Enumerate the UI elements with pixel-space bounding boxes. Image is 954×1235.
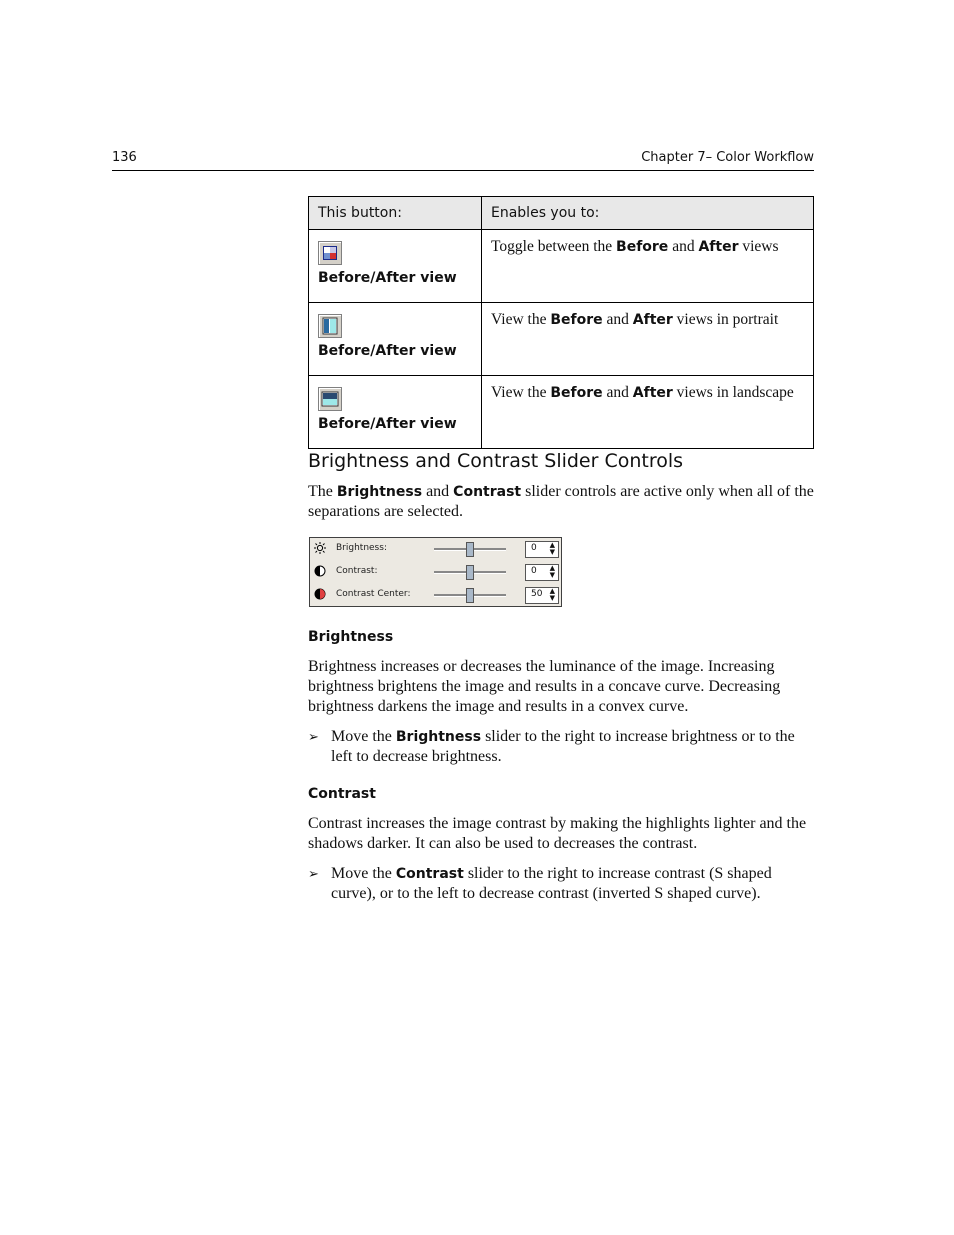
brightness-row (310, 538, 561, 560)
brightness-heading: Brightness (308, 629, 394, 645)
half-circle-red-icon (314, 588, 326, 600)
row-description: View the Before and After views in landscape (482, 376, 814, 449)
table-row (309, 230, 814, 303)
bullet-arrow-icon: ➢ (308, 866, 319, 881)
spin-arrows-icon[interactable]: ▲ ▼ (549, 541, 555, 556)
spin-arrows-icon[interactable]: ▲ ▼ (549, 564, 555, 579)
col-header-enables: Enables you to: (482, 197, 814, 230)
contrast-center-label: Contrast Center: (336, 589, 411, 599)
table-header-row (309, 197, 814, 230)
bullet-arrow-icon: ➢ (308, 729, 319, 744)
contrast-paragraph: Contrast increases the image contrast by making the highlights lighter and the shadows darker. It can also be used to decreases the contrast. (308, 815, 807, 852)
contrast-bullet: ➢ Move the Contrast slider to the right to increase contrast (S shaped curve), or to the left to decrease contrast (inverted S shaped curve). (308, 865, 772, 902)
brightness-spinbox[interactable]: 0 ▲ ▼ (525, 541, 559, 558)
contrast-center-row (310, 584, 561, 606)
table-row (309, 376, 814, 449)
spin-arrows-icon[interactable]: ▲ ▼ (549, 587, 555, 602)
contrast-heading: Contrast (308, 786, 376, 802)
page-number: 136 (112, 150, 137, 165)
button-label: Before/After view (318, 343, 457, 359)
before-after-landscape-icon (318, 387, 342, 411)
chapter-title: Chapter 7– Color Workflow (641, 150, 814, 165)
contrast-center-spinbox[interactable]: 50 ▲ ▼ (525, 587, 559, 604)
half-circle-icon (314, 565, 326, 577)
contrast-center-slider-thumb[interactable] (466, 588, 474, 603)
contrast-row (310, 561, 561, 583)
before-after-portrait-icon (318, 314, 342, 338)
row-description: View the Before and After views in portrait (482, 303, 814, 376)
contrast-spinbox[interactable]: 0 ▲ ▼ (525, 564, 559, 581)
brightness-bullet: ➢ Move the Brightness slider to the right to increase brightness or to the left to decrease brightness. (308, 728, 795, 765)
contrast-slider-thumb[interactable] (466, 565, 474, 580)
row-description: Toggle between the Before and After views (482, 230, 814, 303)
page-header (112, 148, 814, 171)
before-after-toggle-icon (318, 241, 342, 265)
button-label: Before/After view (318, 416, 457, 432)
brightness-label: Brightness: (336, 543, 387, 553)
contrast-label: Contrast: (336, 566, 378, 576)
col-header-button: This button: (309, 197, 482, 230)
section-title: Brightness and Contrast Slider Controls (308, 450, 684, 472)
button-label: Before/After view (318, 270, 457, 286)
table-row (309, 303, 814, 376)
button-table (308, 196, 814, 449)
brightness-slider-thumb[interactable] (466, 542, 474, 557)
sun-icon (314, 542, 326, 554)
brightness-paragraph: Brightness increases or decreases the luminance of the image. Increasing brightness brightens the image and results in a concave curve. Decreasing brightness darkens the image and results in a convex curve. (308, 658, 781, 715)
slider-panel (309, 537, 562, 607)
intro-paragraph: The Brightness and Contrast slider controls are active only when all of the separations are selected. (308, 483, 814, 520)
